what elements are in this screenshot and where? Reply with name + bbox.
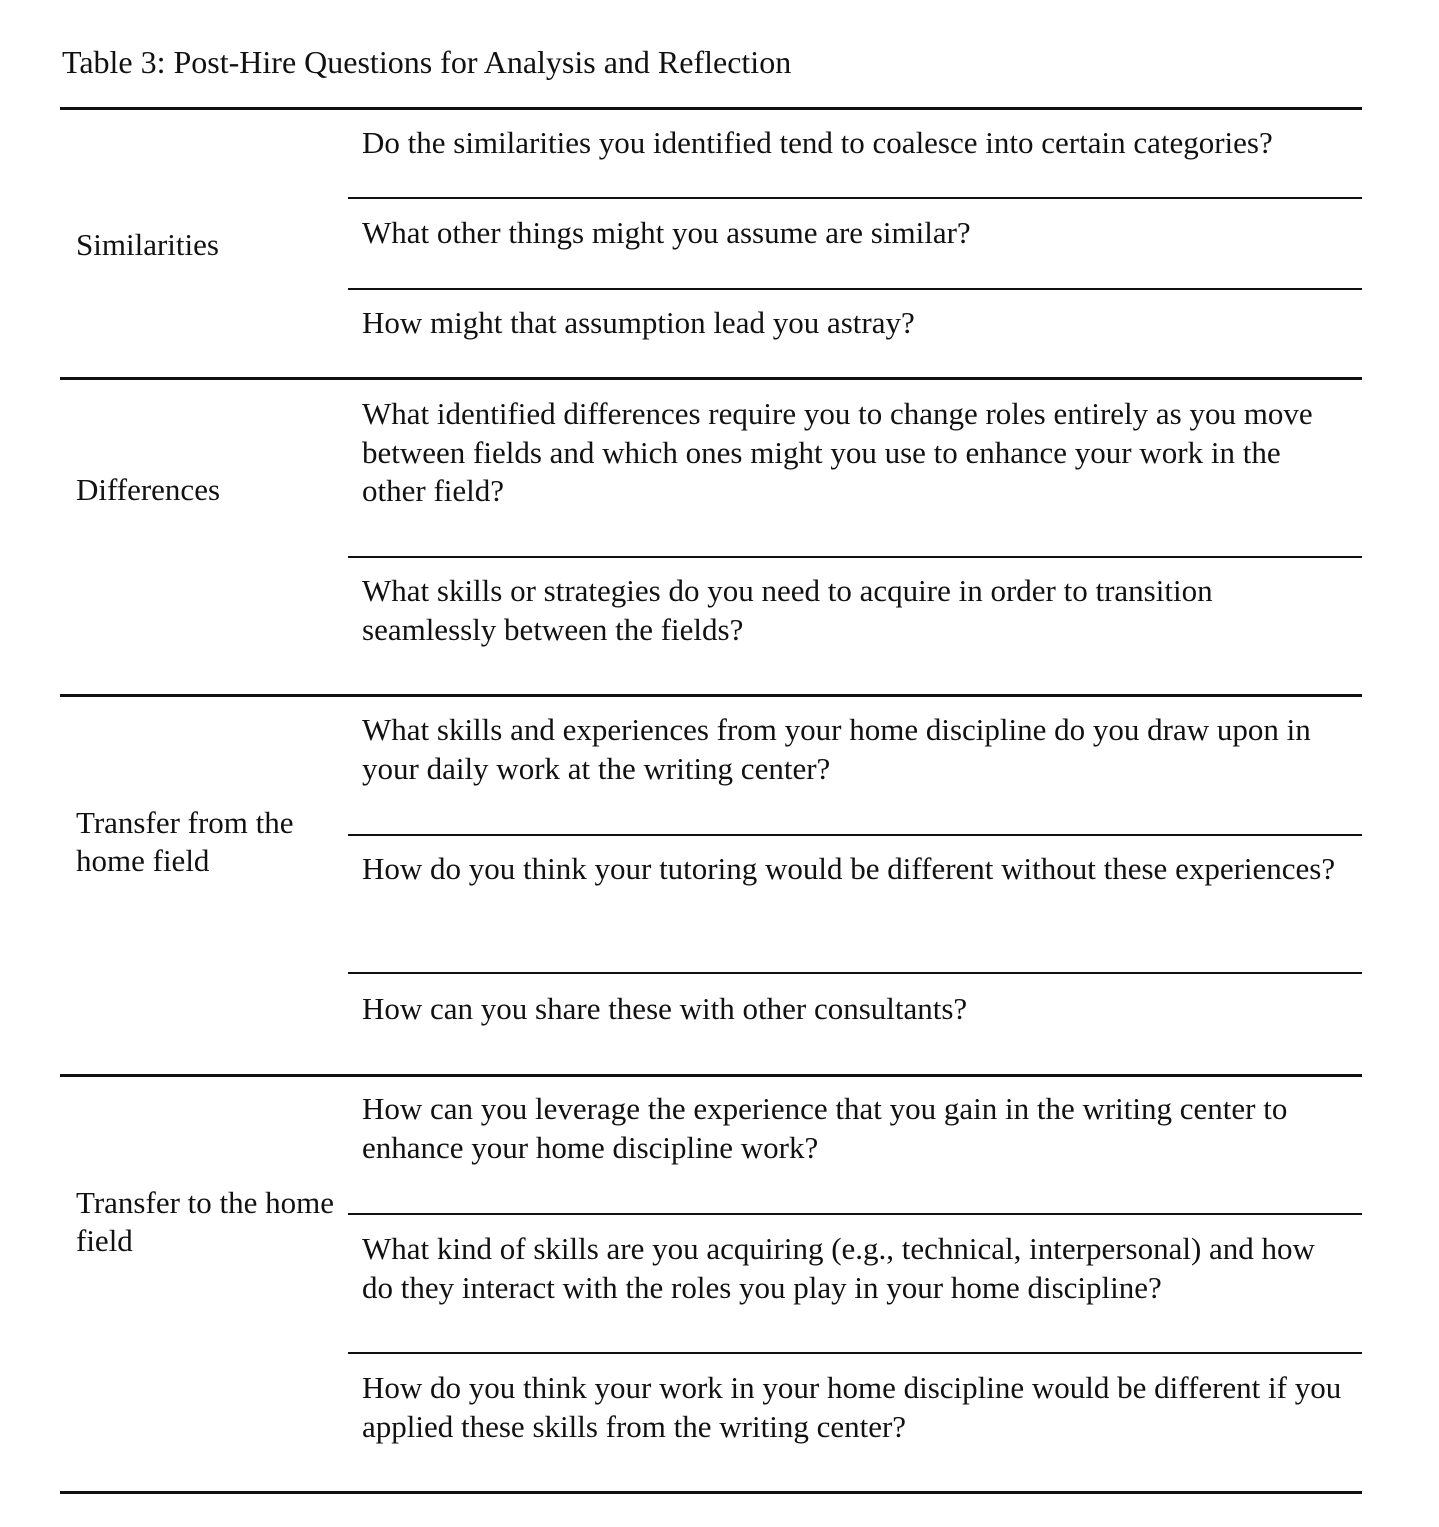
row-divider: [348, 834, 1362, 836]
question-cell: How do you think your tutoring would be different without these experiences?: [362, 851, 1336, 886]
question-cell: What other things might you assume are similar?: [362, 215, 971, 250]
question-cell: How might that assumption lead you astray?: [362, 305, 915, 340]
question-cell: What identified differences require you to change roles entirely as you move between fields and which ones might you use to enhance your work in the other field?: [362, 396, 1313, 508]
row-divider: [348, 288, 1362, 290]
row-divider: [348, 556, 1362, 558]
question-cell: What skills and experiences from your home discipline do you draw upon in your daily work at the writing center?: [362, 712, 1311, 786]
row-divider: [348, 1213, 1362, 1215]
category-differences: [76, 380, 336, 600]
question-cell: How can you leverage the experience that you gain in the writing center to enhance your home discipline work?: [362, 1091, 1288, 1165]
category-transfer-from-home-field: [76, 697, 336, 987]
row-divider: [348, 1352, 1362, 1354]
row-divider: [348, 197, 1362, 199]
table-caption: Table 3: Post-Hire Questions for Analysis and Reflection: [62, 44, 792, 80]
row-divider: [348, 972, 1362, 974]
category-label: Differences: [76, 472, 221, 507]
category-label: Similarities: [76, 226, 219, 262]
question-cell: What kind of skills are you acquiring (e.g., technical, interpersonal) and how do they interact with the roles you play in your home discipline?: [362, 1231, 1315, 1305]
question-cell: How can you share these with other consultants?: [362, 991, 968, 1026]
category-label: Transfer to the home field: [76, 1185, 335, 1258]
question-cell: How do you think your work in your home discipline would be different if you applied these skills from the writing center?: [362, 1370, 1342, 1444]
category-label: Transfer from the home field: [76, 805, 294, 878]
category-transfer-to-home-field: [76, 1077, 336, 1367]
question-cell: What skills or strategies do you need to acquire in order to transition seamlessly between the fields?: [362, 573, 1213, 647]
question-cell: Do the similarities you identified tend to coalesce into certain categories?: [362, 125, 1273, 160]
category-similarities: [76, 110, 336, 379]
table-bottom-rule: [60, 1491, 1362, 1494]
